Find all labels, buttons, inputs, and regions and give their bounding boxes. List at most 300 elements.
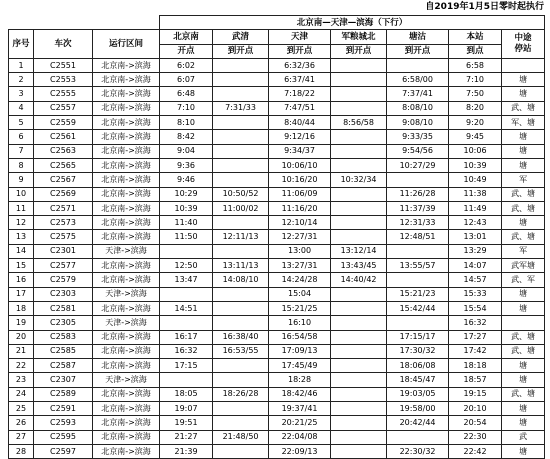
beijingnan-departure-cell <box>160 287 213 301</box>
junliangcheng-time-cell <box>331 144 387 158</box>
beijingnan-departure-cell: 9:04 <box>160 144 213 158</box>
wuqing-time-cell <box>213 144 269 158</box>
table-row <box>9 187 545 201</box>
train-number-cell: C2573 <box>34 216 93 230</box>
route-cell: 北京南->滨海 <box>93 387 160 401</box>
route-cell: 北京南->滨海 <box>93 273 160 287</box>
header-stops: 中途 停站 <box>502 30 545 59</box>
train-number-cell: C2569 <box>34 187 93 201</box>
row-number-cell: 22 <box>9 359 34 373</box>
tanggu-time-cell: 22:30/32 <box>387 444 449 458</box>
arrival-time-cell: 19:15 <box>449 387 502 401</box>
intermediate-stops-cell: 塘 <box>502 402 545 416</box>
table-row <box>9 130 545 144</box>
beijingnan-departure-cell: 11:50 <box>160 230 213 244</box>
wuqing-time-cell: 10:50/52 <box>213 187 269 201</box>
wuqing-time-cell <box>213 287 269 301</box>
tianjin-time-cell: 12:27/31 <box>269 230 331 244</box>
arrival-time-cell: 18:57 <box>449 373 502 387</box>
junliangcheng-time-cell <box>331 301 387 315</box>
tanggu-time-cell: 17:15/17 <box>387 330 449 344</box>
junliangcheng-time-cell <box>331 287 387 301</box>
train-number-cell: C2567 <box>34 173 93 187</box>
route-cell: 北京南->滨海 <box>93 359 160 373</box>
table-row <box>9 373 545 387</box>
tanggu-time-cell: 10:27/29 <box>387 158 449 172</box>
header-sub-beijingnan: 开点 <box>160 44 213 58</box>
arrival-time-cell: 22:30 <box>449 430 502 444</box>
train-number-cell: C2557 <box>34 101 93 115</box>
tanggu-time-cell: 6:58/00 <box>387 73 449 87</box>
header-sub-junliangcheng: 到开点 <box>331 44 387 58</box>
junliangcheng-time-cell <box>331 130 387 144</box>
tianjin-time-cell: 20:21/25 <box>269 416 331 430</box>
junliangcheng-time-cell <box>331 359 387 373</box>
tanggu-time-cell: 15:21/23 <box>387 287 449 301</box>
row-number-cell: 16 <box>9 273 34 287</box>
header-station-tanggu: 塘沽 <box>387 30 449 44</box>
intermediate-stops-cell: 塘 <box>502 144 545 158</box>
tianjin-time-cell: 18:28 <box>269 373 331 387</box>
arrival-time-cell: 7:10 <box>449 73 502 87</box>
intermediate-stops-cell: 塘 <box>502 87 545 101</box>
wuqing-time-cell <box>213 373 269 387</box>
wuqing-time-cell: 16:38/40 <box>213 330 269 344</box>
junliangcheng-time-cell <box>331 101 387 115</box>
junliangcheng-time-cell: 13:43/45 <box>331 259 387 273</box>
row-number-cell: 18 <box>9 301 34 315</box>
intermediate-stops-cell: 塘 <box>502 216 545 230</box>
beijingnan-departure-cell: 10:29 <box>160 187 213 201</box>
wuqing-time-cell <box>213 130 269 144</box>
row-number-cell: 19 <box>9 316 34 330</box>
junliangcheng-time-cell <box>331 330 387 344</box>
header-route: 运行区间 <box>93 30 160 59</box>
tanggu-time-cell: 19:58/00 <box>387 402 449 416</box>
junliangcheng-time-cell: 14:40/42 <box>331 273 387 287</box>
row-number-cell: 11 <box>9 201 34 215</box>
train-number-cell: C2303 <box>34 287 93 301</box>
route-cell: 北京南->滨海 <box>93 173 160 187</box>
tianjin-time-cell: 19:37/41 <box>269 402 331 416</box>
tianjin-time-cell: 18:42/46 <box>269 387 331 401</box>
train-number-cell: C2579 <box>34 273 93 287</box>
intermediate-stops-cell <box>502 316 545 330</box>
train-number-cell: C2575 <box>34 230 93 244</box>
intermediate-stops-cell: 武、塘 <box>502 387 545 401</box>
header-no: 序号 <box>9 30 34 59</box>
row-number-cell: 13 <box>9 230 34 244</box>
header-row-stations <box>9 30 545 44</box>
intermediate-stops-cell: 武、塘 <box>502 201 545 215</box>
beijingnan-departure-cell: 12:50 <box>160 259 213 273</box>
intermediate-stops-cell: 塘 <box>502 359 545 373</box>
wuqing-time-cell <box>213 244 269 258</box>
row-number-cell: 27 <box>9 430 34 444</box>
intermediate-stops-cell <box>502 58 545 72</box>
train-number-cell: C2597 <box>34 444 93 458</box>
train-number-cell: C2577 <box>34 259 93 273</box>
wuqing-time-cell: 18:26/28 <box>213 387 269 401</box>
arrival-time-cell: 8:20 <box>449 101 502 115</box>
beijingnan-departure-cell: 10:39 <box>160 201 213 215</box>
wuqing-time-cell <box>213 301 269 315</box>
row-number-cell: 5 <box>9 116 34 130</box>
arrival-time-cell: 10:39 <box>449 158 502 172</box>
train-number-cell: C2583 <box>34 330 93 344</box>
route-cell: 北京南->滨海 <box>93 330 160 344</box>
row-number-cell: 17 <box>9 287 34 301</box>
intermediate-stops-cell: 塘 <box>502 444 545 458</box>
tanggu-time-cell: 11:37/39 <box>387 201 449 215</box>
tianjin-time-cell: 13:27/31 <box>269 259 331 273</box>
train-number-cell: C2301 <box>34 244 93 258</box>
intermediate-stops-cell: 军、塘 <box>502 116 545 130</box>
route-cell: 天津->滨海 <box>93 244 160 258</box>
intermediate-stops-cell: 塘 <box>502 301 545 315</box>
tanggu-time-cell <box>387 58 449 72</box>
wuqing-time-cell: 16:53/55 <box>213 344 269 358</box>
tanggu-time-cell <box>387 430 449 444</box>
route-cell: 天津->滨海 <box>93 373 160 387</box>
table-row <box>9 201 545 215</box>
train-number-cell: C2571 <box>34 201 93 215</box>
table-row <box>9 444 545 458</box>
beijingnan-departure-cell: 6:48 <box>160 87 213 101</box>
row-number-cell: 15 <box>9 259 34 273</box>
tianjin-time-cell: 11:16/20 <box>269 201 331 215</box>
tianjin-time-cell: 10:06/10 <box>269 158 331 172</box>
wuqing-time-cell <box>213 402 269 416</box>
header-station-tianjin: 天津 <box>269 30 331 44</box>
tanggu-time-cell: 9:08/10 <box>387 116 449 130</box>
arrival-time-cell: 13:29 <box>449 244 502 258</box>
tianjin-time-cell: 14:24/28 <box>269 273 331 287</box>
junliangcheng-time-cell <box>331 158 387 172</box>
train-number-cell: C2593 <box>34 416 93 430</box>
table-row <box>9 87 545 101</box>
tanggu-time-cell: 9:54/56 <box>387 144 449 158</box>
wuqing-time-cell <box>213 444 269 458</box>
beijingnan-departure-cell: 9:36 <box>160 158 213 172</box>
arrival-time-cell: 11:49 <box>449 201 502 215</box>
route-cell: 北京南->滨海 <box>93 130 160 144</box>
wuqing-time-cell: 7:31/33 <box>213 101 269 115</box>
table-title: 北京南—天津—滨海（下行） <box>160 16 545 30</box>
wuqing-time-cell: 21:48/50 <box>213 430 269 444</box>
wuqing-time-cell: 13:11/13 <box>213 259 269 273</box>
wuqing-time-cell <box>213 73 269 87</box>
table-row <box>9 173 545 187</box>
tianjin-time-cell: 8:40/44 <box>269 116 331 130</box>
route-cell: 北京南->滨海 <box>93 344 160 358</box>
route-cell: 北京南->滨海 <box>93 430 160 444</box>
table-row <box>9 244 545 258</box>
wuqing-time-cell <box>213 116 269 130</box>
table-row <box>9 116 545 130</box>
junliangcheng-time-cell <box>331 344 387 358</box>
table-row <box>9 344 545 358</box>
train-number-cell: C2595 <box>34 430 93 444</box>
timetable-body <box>9 58 545 458</box>
train-number-cell: C2581 <box>34 301 93 315</box>
junliangcheng-time-cell <box>331 216 387 230</box>
arrival-time-cell: 16:32 <box>449 316 502 330</box>
junliangcheng-time-cell <box>331 58 387 72</box>
junliangcheng-time-cell <box>331 387 387 401</box>
route-cell: 北京南->滨海 <box>93 158 160 172</box>
beijingnan-departure-cell: 21:27 <box>160 430 213 444</box>
wuqing-time-cell <box>213 58 269 72</box>
arrival-time-cell: 17:27 <box>449 330 502 344</box>
tianjin-time-cell: 13:00 <box>269 244 331 258</box>
beijingnan-departure-cell: 13:47 <box>160 273 213 287</box>
tanggu-time-cell: 15:42/44 <box>387 301 449 315</box>
route-cell: 北京南->滨海 <box>93 58 160 72</box>
junliangcheng-time-cell: 10:32/34 <box>331 173 387 187</box>
row-number-cell: 2 <box>9 73 34 87</box>
beijingnan-departure-cell: 18:05 <box>160 387 213 401</box>
tianjin-time-cell: 17:09/13 <box>269 344 331 358</box>
table-row <box>9 287 545 301</box>
intermediate-stops-cell: 塘 <box>502 73 545 87</box>
tanggu-time-cell: 12:48/51 <box>387 230 449 244</box>
train-number-cell: C2591 <box>34 402 93 416</box>
junliangcheng-time-cell <box>331 373 387 387</box>
train-number-cell: C2585 <box>34 344 93 358</box>
route-cell: 北京南->滨海 <box>93 259 160 273</box>
wuqing-time-cell <box>213 316 269 330</box>
arrival-time-cell: 22:42 <box>449 444 502 458</box>
route-cell: 北京南->滨海 <box>93 73 160 87</box>
table-row <box>9 73 545 87</box>
row-number-cell: 4 <box>9 101 34 115</box>
arrival-time-cell: 14:57 <box>449 273 502 287</box>
row-number-cell: 21 <box>9 344 34 358</box>
tanggu-time-cell: 7:37/41 <box>387 87 449 101</box>
train-number-cell: C2305 <box>34 316 93 330</box>
junliangcheng-time-cell <box>331 201 387 215</box>
arrival-time-cell: 6:58 <box>449 58 502 72</box>
table-row <box>9 416 545 430</box>
row-number-cell: 28 <box>9 444 34 458</box>
arrival-time-cell: 10:06 <box>449 144 502 158</box>
route-cell: 北京南->滨海 <box>93 144 160 158</box>
intermediate-stops-cell: 塘 <box>502 287 545 301</box>
title-row <box>9 16 545 30</box>
header-sub-wuqing: 到开点 <box>213 44 269 58</box>
table-row <box>9 216 545 230</box>
tianjin-time-cell: 10:16/20 <box>269 173 331 187</box>
train-timetable <box>8 15 545 459</box>
route-cell: 北京南->滨海 <box>93 116 160 130</box>
arrival-time-cell: 13:01 <box>449 230 502 244</box>
beijingnan-departure-cell <box>160 373 213 387</box>
route-cell: 北京南->滨海 <box>93 230 160 244</box>
junliangcheng-time-cell: 8:56/58 <box>331 116 387 130</box>
intermediate-stops-cell: 军 <box>502 244 545 258</box>
train-number-cell: C2307 <box>34 373 93 387</box>
arrival-time-cell: 9:20 <box>449 116 502 130</box>
beijingnan-departure-cell: 8:42 <box>160 130 213 144</box>
arrival-time-cell: 10:49 <box>449 173 502 187</box>
train-number-cell: C2589 <box>34 387 93 401</box>
table-row <box>9 430 545 444</box>
wuqing-time-cell <box>213 173 269 187</box>
train-number-cell: C2555 <box>34 87 93 101</box>
intermediate-stops-cell: 武、军 <box>502 273 545 287</box>
tianjin-time-cell: 16:10 <box>269 316 331 330</box>
route-cell: 北京南->滨海 <box>93 416 160 430</box>
intermediate-stops-cell: 武军塘 <box>502 259 545 273</box>
tanggu-time-cell <box>387 273 449 287</box>
header-sub-this: 到点 <box>449 44 502 58</box>
train-number-cell: C2565 <box>34 158 93 172</box>
effective-date-note: 自2019年1月5日零时起执行 <box>425 2 544 12</box>
junliangcheng-time-cell <box>331 402 387 416</box>
header-station-junliangcheng: 军粮城北 <box>331 30 387 44</box>
tianjin-time-cell: 7:18/22 <box>269 87 331 101</box>
beijingnan-departure-cell: 8:10 <box>160 116 213 130</box>
tianjin-time-cell: 6:37/41 <box>269 73 331 87</box>
table-row <box>9 402 545 416</box>
table-row <box>9 158 545 172</box>
arrival-time-cell: 7:50 <box>449 87 502 101</box>
beijingnan-departure-cell <box>160 244 213 258</box>
wuqing-time-cell <box>213 416 269 430</box>
arrival-time-cell: 14:07 <box>449 259 502 273</box>
tianjin-time-cell: 12:10/14 <box>269 216 331 230</box>
route-cell: 北京南->滨海 <box>93 101 160 115</box>
intermediate-stops-cell: 武 <box>502 430 545 444</box>
route-cell: 北京南->滨海 <box>93 216 160 230</box>
tanggu-time-cell: 18:06/08 <box>387 359 449 373</box>
table-row <box>9 259 545 273</box>
tanggu-time-cell: 13:55/57 <box>387 259 449 273</box>
table-row <box>9 273 545 287</box>
tianjin-time-cell: 11:06/09 <box>269 187 331 201</box>
tianjin-time-cell: 7:47/51 <box>269 101 331 115</box>
tanggu-time-cell: 12:31/33 <box>387 216 449 230</box>
tanggu-time-cell: 8:08/10 <box>387 101 449 115</box>
arrival-time-cell: 11:38 <box>449 187 502 201</box>
arrival-time-cell: 9:45 <box>449 130 502 144</box>
tanggu-time-cell: 19:03/05 <box>387 387 449 401</box>
header-sub-tianjin: 到开点 <box>269 44 331 58</box>
tianjin-time-cell: 17:45/49 <box>269 359 331 373</box>
route-cell: 北京南->滨海 <box>93 187 160 201</box>
beijingnan-departure-cell: 16:17 <box>160 330 213 344</box>
intermediate-stops-cell: 武、塘 <box>502 187 545 201</box>
tianjin-time-cell: 22:09/13 <box>269 444 331 458</box>
arrival-time-cell: 15:54 <box>449 301 502 315</box>
tianjin-time-cell: 16:54/58 <box>269 330 331 344</box>
arrival-time-cell: 17:42 <box>449 344 502 358</box>
tianjin-time-cell: 22:04/08 <box>269 430 331 444</box>
header-station-this: 本站 <box>449 30 502 44</box>
junliangcheng-time-cell <box>331 73 387 87</box>
wuqing-time-cell <box>213 87 269 101</box>
junliangcheng-time-cell <box>331 316 387 330</box>
train-number-cell: C2561 <box>34 130 93 144</box>
intermediate-stops-cell: 武、塘 <box>502 230 545 244</box>
tianjin-time-cell: 9:12/16 <box>269 130 331 144</box>
wuqing-time-cell <box>213 216 269 230</box>
beijingnan-departure-cell: 11:40 <box>160 216 213 230</box>
row-number-cell: 26 <box>9 416 34 430</box>
tanggu-time-cell: 17:30/32 <box>387 344 449 358</box>
row-number-cell: 9 <box>9 173 34 187</box>
train-number-cell: C2587 <box>34 359 93 373</box>
header-station-wuqing: 武清 <box>213 30 269 44</box>
row-number-cell: 3 <box>9 87 34 101</box>
row-number-cell: 1 <box>9 58 34 72</box>
intermediate-stops-cell: 塘 <box>502 373 545 387</box>
route-cell: 北京南->滨海 <box>93 87 160 101</box>
beijingnan-departure-cell: 7:10 <box>160 101 213 115</box>
tianjin-time-cell: 15:21/25 <box>269 301 331 315</box>
tianjin-time-cell: 6:32/36 <box>269 58 331 72</box>
junliangcheng-time-cell <box>331 430 387 444</box>
tianjin-time-cell: 15:04 <box>269 287 331 301</box>
tianjin-time-cell: 9:34/37 <box>269 144 331 158</box>
row-number-cell: 12 <box>9 216 34 230</box>
tanggu-time-cell: 18:45/47 <box>387 373 449 387</box>
header-train: 车次 <box>34 30 93 59</box>
junliangcheng-time-cell <box>331 187 387 201</box>
beijingnan-departure-cell: 9:46 <box>160 173 213 187</box>
route-cell: 北京南->滨海 <box>93 402 160 416</box>
junliangcheng-time-cell <box>331 416 387 430</box>
row-number-cell: 6 <box>9 130 34 144</box>
train-number-cell: C2551 <box>34 58 93 72</box>
table-row <box>9 316 545 330</box>
beijingnan-departure-cell: 19:07 <box>160 402 213 416</box>
wuqing-time-cell <box>213 158 269 172</box>
arrival-time-cell: 15:33 <box>449 287 502 301</box>
route-cell: 北京南->滨海 <box>93 444 160 458</box>
row-number-cell: 8 <box>9 158 34 172</box>
table-row <box>9 359 545 373</box>
beijingnan-departure-cell <box>160 316 213 330</box>
beijingnan-departure-cell: 6:07 <box>160 73 213 87</box>
row-number-cell: 24 <box>9 387 34 401</box>
row-number-cell: 23 <box>9 373 34 387</box>
intermediate-stops-cell: 军 <box>502 173 545 187</box>
table-row <box>9 58 545 72</box>
wuqing-time-cell: 12:11/13 <box>213 230 269 244</box>
beijingnan-departure-cell: 6:02 <box>160 58 213 72</box>
arrival-time-cell: 18:18 <box>449 359 502 373</box>
beijingnan-departure-cell: 16:32 <box>160 344 213 358</box>
junliangcheng-time-cell: 13:12/14 <box>331 244 387 258</box>
junliangcheng-time-cell <box>331 444 387 458</box>
intermediate-stops-cell: 塘 <box>502 416 545 430</box>
tanggu-time-cell: 9:33/35 <box>387 130 449 144</box>
junliangcheng-time-cell <box>331 230 387 244</box>
intermediate-stops-cell: 武、塘 <box>502 344 545 358</box>
tanggu-time-cell: 11:26/28 <box>387 187 449 201</box>
intermediate-stops-cell: 武、塘 <box>502 330 545 344</box>
junliangcheng-time-cell <box>331 87 387 101</box>
table-row <box>9 144 545 158</box>
table-row <box>9 330 545 344</box>
route-cell: 北京南->滨海 <box>93 301 160 315</box>
table-row <box>9 301 545 315</box>
wuqing-time-cell: 11:00/02 <box>213 201 269 215</box>
beijingnan-departure-cell: 19:51 <box>160 416 213 430</box>
beijingnan-departure-cell: 17:15 <box>160 359 213 373</box>
